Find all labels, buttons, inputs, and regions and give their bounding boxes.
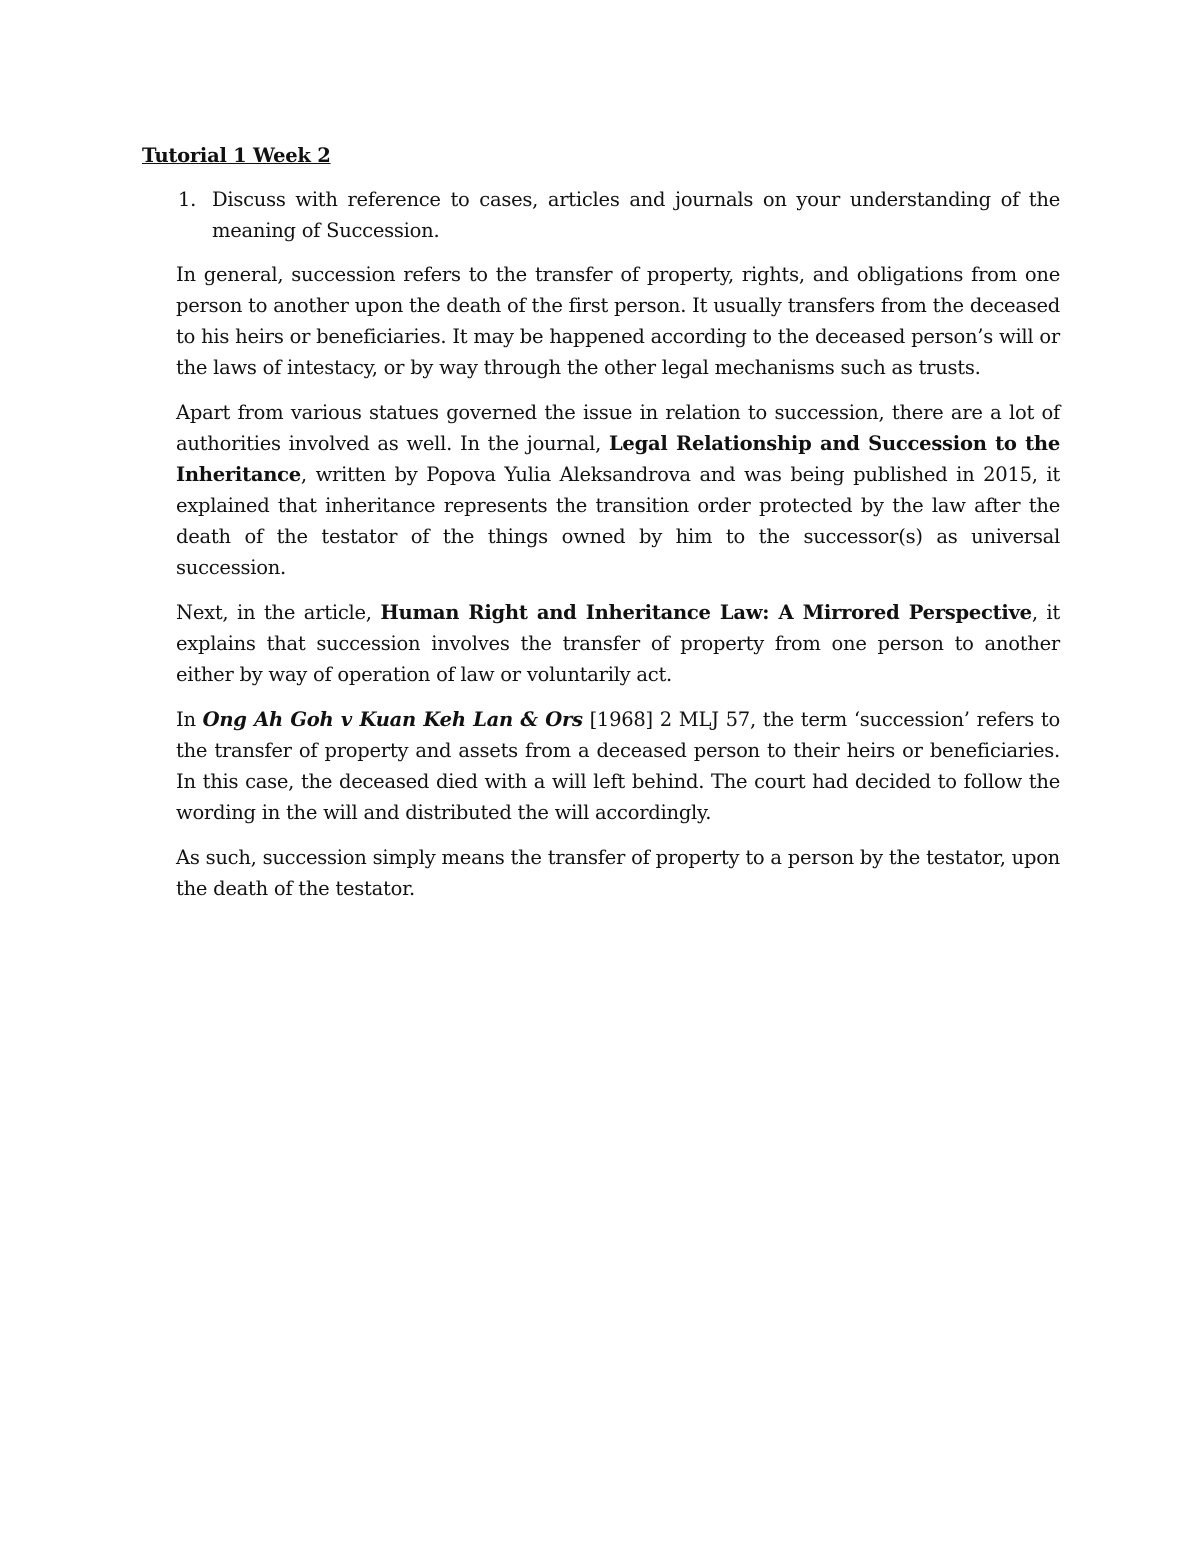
paragraph-conclusion: As such, succession simply means the transfer of property to a person by the testator, upon the death of the testator.: [176, 846, 1060, 900]
paragraph-text: Next, in the article,: [176, 601, 381, 624]
article-title: Human Right and Inheritance Law: A Mirrored Perspective: [380, 601, 1032, 624]
document-body: [142, 140, 1060, 918]
document-title: Tutorial 1 Week 2: [142, 144, 331, 167]
paragraph-text: , written by Popova Yulia Aleksandrova and was being published in 2015, it explained that inheritance represents the transition order protected by the law after the death of the testator of the things owned by him to the successor(s) as universal succession.: [176, 463, 1060, 579]
question-text: Discuss with reference to cases, articles and journals on your understanding of the meaning of Succession.: [212, 188, 1060, 242]
paragraph-text: [1968] 2 MLJ 57, the term ‘succession’ refers to the transfer of property and assets from a deceased person to their heirs or beneficiaries. In this case, the deceased died with a will left behind. The court had decided to follow the wording in the will and distributed the will accordingly.: [176, 708, 1060, 824]
case-name: Ong Ah Goh v Kuan Keh Lan & Ors: [202, 708, 583, 731]
question-item: [142, 184, 1060, 246]
paragraph-text: In: [176, 708, 203, 731]
journal-title: Legal Relationship and Succession to the Inheritance: [176, 432, 1060, 486]
paragraph-article-reference: [142, 597, 1060, 690]
paragraph-general-meaning: In general, succession refers to the transfer of property, rights, and obligations from one person to another upon the death of the first person. It usually transfers from the deceased to his heirs or beneficiaries. It may be happened according to the deceased person’s will or the laws of intestacy, or by way through the other legal mechanisms such as trusts.: [176, 263, 1060, 379]
paragraph-text: , it explains that succession involves the transfer of property from one person to another either by way of operation of law or voluntarily act.: [176, 601, 1060, 686]
paragraph-case-reference: [142, 704, 1060, 828]
question-number: 1.: [178, 188, 197, 211]
paragraph-text: Apart from various statues governed the issue in relation to succession, there are a lot of authorities involved as well. In the journal,: [176, 401, 1060, 455]
paragraph-journal-reference: [142, 397, 1060, 583]
